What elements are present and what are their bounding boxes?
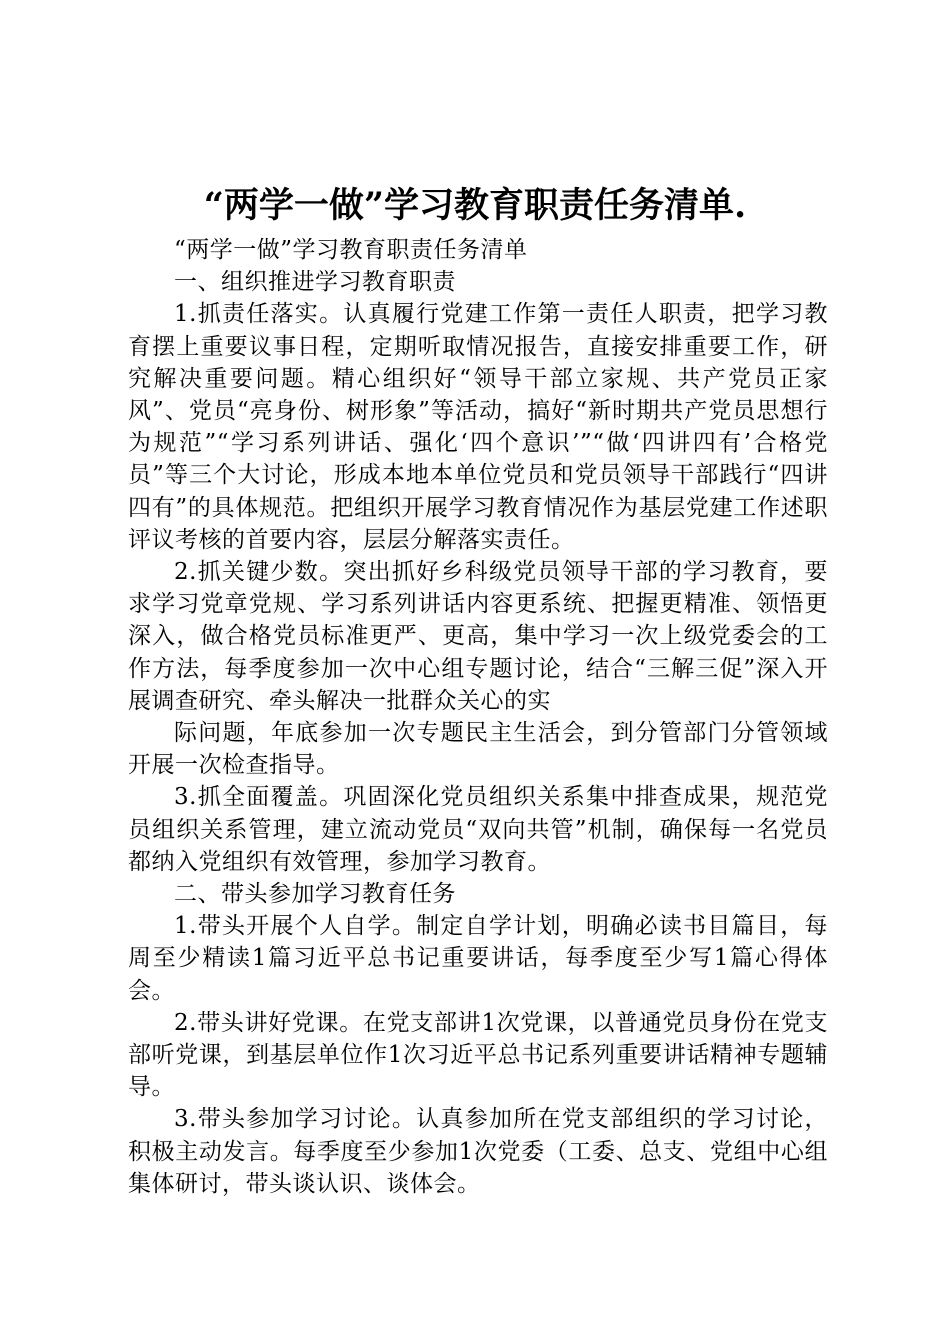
section-heading-1: 一、组织推进学习教育职责 bbox=[174, 269, 456, 296]
document-body bbox=[128, 234, 828, 1200]
subtitle-paragraph: “两学一做”学习教育职责任务清单 bbox=[174, 237, 528, 263]
document-title: “两学一做”学习教育职责任务清单. bbox=[203, 185, 747, 226]
body-paragraph: 2.抓关键少数。突出抓好乡科级党员领导干部的学习教育，要求学习党章党规、学习系列讲话内容更系统、把握更精准、领悟更深入，做合格党员标准更严、更高，集中学习一次上级党委会的工作方法，每季度参加一次中心组专题讨论，结合“三解三促”深入开展调查研究、牵头解决一批群众关心的实 bbox=[128, 559, 828, 714]
body-paragraph-continued: 际问题，年底参加一次专题民主生活会，到分管部门分管领域开展一次检查指导。 bbox=[128, 720, 828, 779]
body-paragraph: 1.抓责任落实。认真履行党建工作第一责任人职责，把学习教育摆上重要议事日程，定期听取情况报告，直接安排重要工作，研究解决重要问题。精心组织好“领导干部立家规、共产党员正家风”、党员“亮身份、树形象”等活动，搞好“新时期共产党员思想行为规范”“学习系列讲话、强化‘四个意识’”“做‘四讲四有’合格党员”等三个大讨论，形成本地本单位党员和党员领导干部践行“四讲四有”的具体规范。把组织开展学习教育情况作为基层党建工作述职评议考核的首要内容，层层分解落实责任。 bbox=[128, 301, 828, 553]
body-paragraph: 3.抓全面覆盖。巩固深化党员组织关系集中排查成果，规范党员组织关系管理，建立流动党员“双向共管”机制，确保每一名党员都纳入党组织有效管理，参加学习教育。 bbox=[128, 784, 828, 875]
section-heading-2: 二、带头参加学习教育任务 bbox=[174, 881, 456, 908]
body-paragraph: 1.带头开展个人自学。制定自学计划，明确必读书目篇目，每周至少精读1篇习近平总书记重要讲话，每季度至少写1篇心得体会。 bbox=[128, 913, 828, 1004]
body-paragraph: 3.带头参加学习讨论。认真参加所在党支部组织的学习讨论，积极主动发言。每季度至少参加1次党委（工委、总支、党组中心组集体研讨，带头谈认识、谈体会。 bbox=[128, 1106, 828, 1197]
body-paragraph: 2.带头讲好党课。在党支部讲1次党课，以普通党员身份在党支部听党课，到基层单位作1次习近平总书记系列重要讲话精神专题辅导。 bbox=[128, 1009, 828, 1101]
